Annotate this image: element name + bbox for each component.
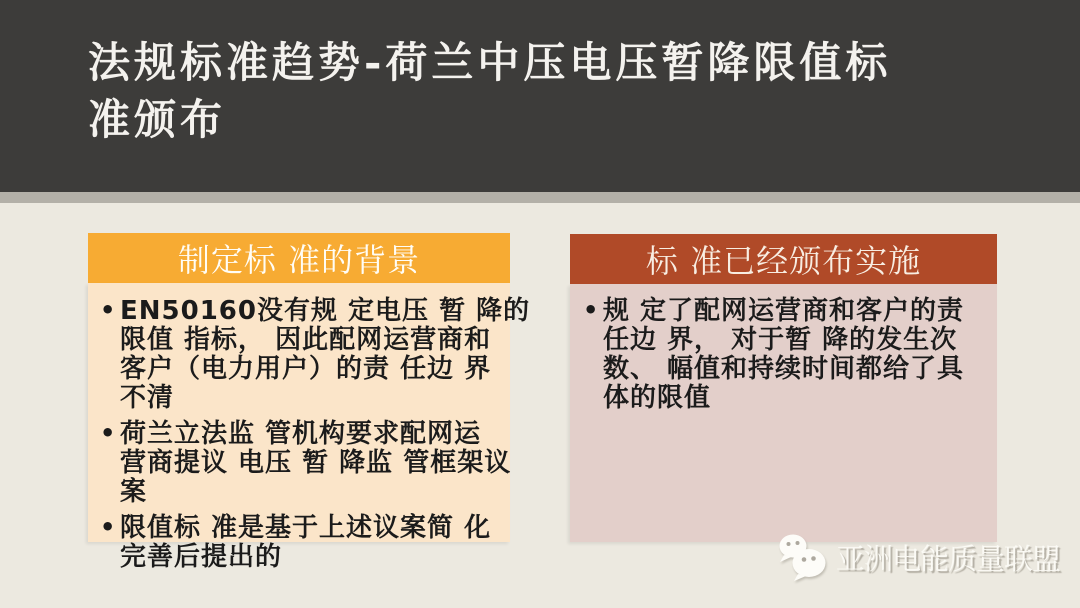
bullet-line: 数、 幅值和持续时间都给了具 <box>603 354 965 384</box>
right-panel-header-label: 标 准已经颁布实施 <box>645 242 922 280</box>
slide-title-line1: 法规标准趋势-荷兰中压电压暂降限值标 <box>88 38 892 87</box>
bullet-dot: • <box>583 296 600 324</box>
bullet-line: 任边 界， 对于暂 降的发生次 <box>603 325 958 355</box>
bullet-dot: • <box>100 513 117 541</box>
bullet-line: EN50160没有规 定电压 暂 降的 <box>120 296 531 326</box>
list-item <box>583 297 989 413</box>
left-panel-header <box>88 233 510 283</box>
list-item <box>100 514 502 572</box>
bullet-line: 限值标 准是基于上述议案简 化 <box>120 513 492 543</box>
bullet-line: 体的限值 <box>603 383 712 413</box>
title-band-bottom-strip <box>0 192 1080 203</box>
bullet-line: 完善后提出的 <box>120 542 283 572</box>
left-panel-header-label: 制定标 准的背景 <box>177 241 421 279</box>
watermark <box>776 532 1060 582</box>
bullet-line: 规 定了配网运营商和客户的责 <box>603 296 965 326</box>
list-item <box>100 419 512 507</box>
left-panel-body <box>88 283 531 572</box>
bullet-dot: • <box>100 419 117 447</box>
bullet-line: 营商提议 电压 暂 降监 管框架议 <box>120 448 512 478</box>
slide-title-line2: 准颁布 <box>88 95 227 144</box>
watermark-label: 亚洲电能质量联盟 <box>836 541 1061 576</box>
bullet-line: 不清 <box>120 383 175 413</box>
bullet-line: 荷兰立法监 管机构要求配网运 <box>120 419 482 449</box>
right-panel-body <box>570 284 997 542</box>
bullet-line: 客户（电力用户）的责 任边 界 <box>120 354 492 384</box>
bullet-dot: • <box>100 296 117 324</box>
bullet-line: 限值 指标， 因此配网运营商和 <box>120 325 492 355</box>
right-panel-header <box>570 234 997 284</box>
list-item <box>100 296 531 413</box>
slide-title <box>88 34 891 148</box>
wechat-icon <box>776 532 828 582</box>
bullet-line: 案 <box>120 477 148 507</box>
